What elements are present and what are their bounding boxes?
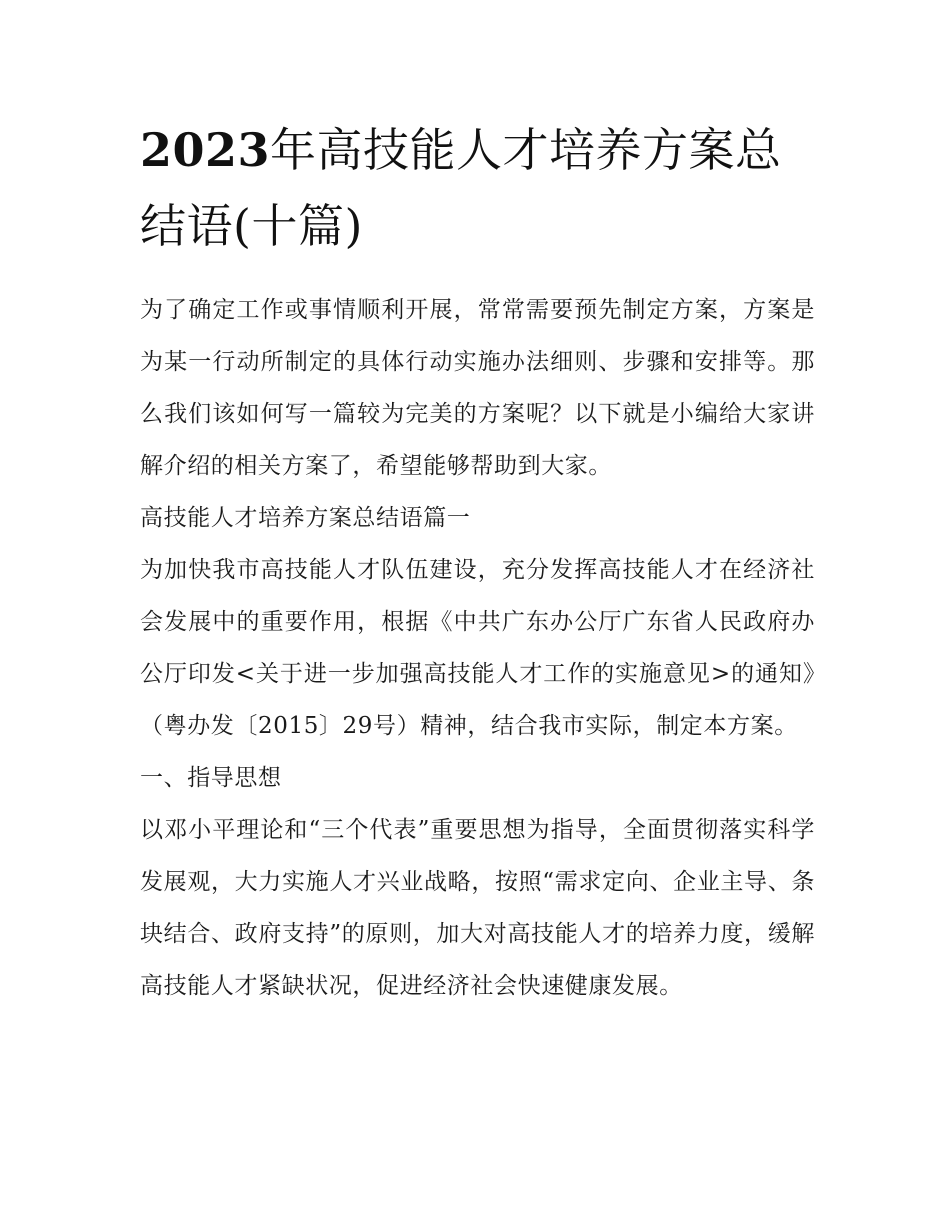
body-paragraph: 以邓小平理论和“三个代表”重要思想为指导，全面贯彻落实科学发展观，大力实施人才兴业战略，按照“需求定向、企业主导、条块结合、政府支持”的原则，加大对高技能人才的培养力度，缓解高技能人才紧缺状况，促进经济社会快速健康发展。 (140, 817, 815, 999)
document-title (140, 112, 815, 264)
body-paragraph: 为加快我市高技能人才队伍建设，充分发挥高技能人才在经济社会发展中的重要作用，根据《中共广东办公厅广东省人民政府办公厅印发<关于进一步加强高技能人才工作的实施意见>的通知》（粤办发〔2015〕29号）精神，结合我市实际，制定本方案。 (140, 557, 815, 739)
intro-paragraph: 为了确定工作或事情顺利开展，常常需要预先制定方案，方案是为某一行动所制定的具体行动实施办法细则、步骤和安排等。那么我们该如何写一篇较为完美的方案呢？以下就是小编给大家讲解介绍的相关方案了，希望能够帮助到大家。 (140, 297, 815, 479)
title-text: 年高技能人才培养方案总结语(十篇) (140, 123, 782, 253)
title-year: 2023 (140, 123, 271, 177)
document-body (140, 284, 815, 1012)
section-heading: 高技能人才培养方案总结语篇一 (140, 505, 471, 531)
subsection-heading: 一、指导思想 (140, 765, 282, 791)
document-page (140, 112, 815, 1012)
